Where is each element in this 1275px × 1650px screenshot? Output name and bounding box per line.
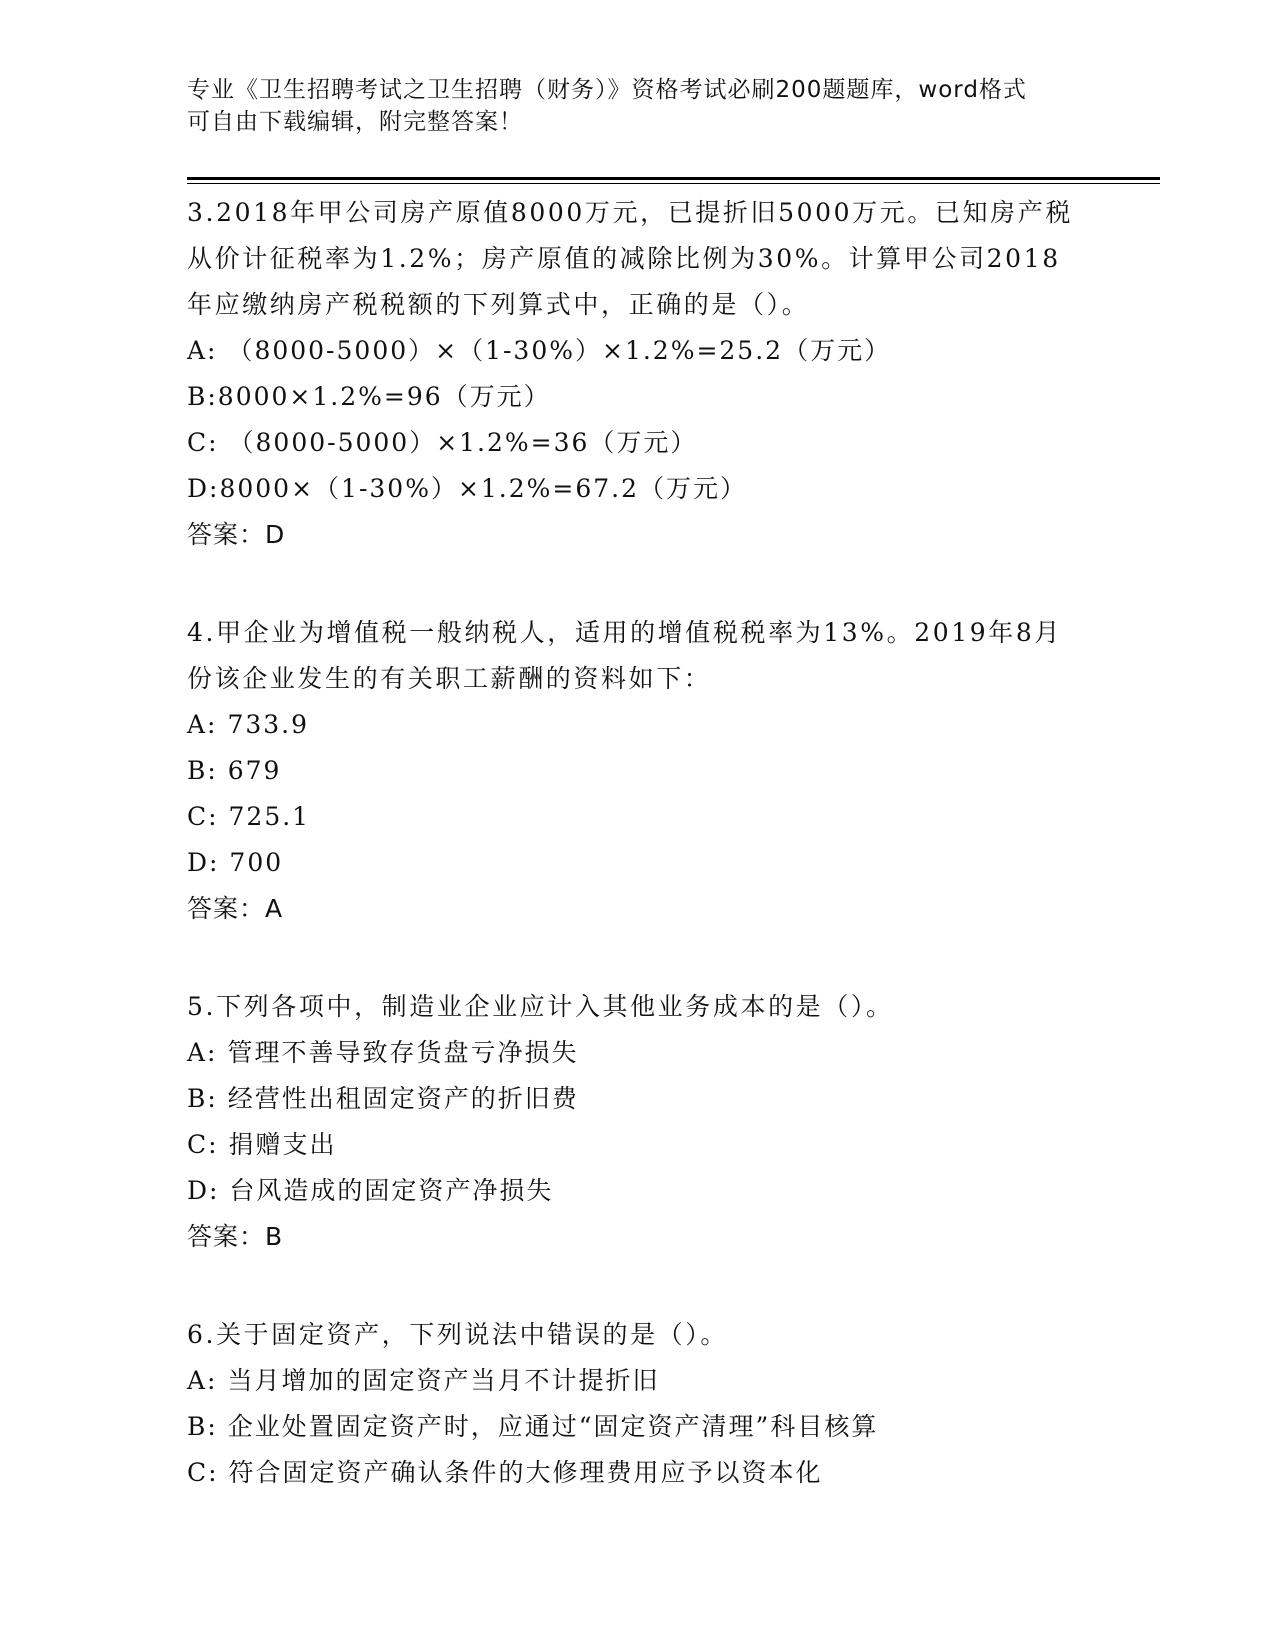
option-c: [187, 1450, 1087, 1496]
option-text: 捐赠支出: [228, 1130, 337, 1159]
option-text: 8000×1.2%=96（万元）: [217, 382, 551, 411]
option-key: D:: [187, 474, 220, 503]
option-c: [187, 794, 1087, 840]
option-text: 733.9: [227, 710, 310, 739]
header-line-2: 可自由下载编辑，附完整答案！: [187, 109, 523, 135]
option-text: 经营性出租固定资产的折旧费: [227, 1084, 579, 1113]
question-list: [187, 190, 1087, 1496]
option-key: B:: [187, 382, 218, 411]
option-b: [187, 1076, 1087, 1122]
question-5: [187, 984, 1087, 1260]
question-number: 5.: [187, 992, 217, 1021]
question-text: [187, 610, 1087, 702]
question-number: 4.: [187, 618, 217, 647]
option-a: [187, 328, 1087, 374]
option-text: 700: [229, 848, 284, 877]
option-key: B:: [187, 756, 218, 785]
option-c: [187, 1122, 1087, 1168]
option-d: [187, 840, 1087, 886]
option-a: [187, 1030, 1087, 1076]
question-stem: 2018年甲公司房产原值8000万元，已提折旧5000万元。已知房产税从价计征税率为1.2%；房产原值的减除比例为30%。计算甲公司2018年应缴纳房产税税额的下列算式中，正确的是（）。: [187, 198, 1073, 319]
question-4: [187, 610, 1087, 932]
option-key: C:: [187, 428, 219, 457]
page-header: [187, 74, 1067, 138]
option-a: [187, 702, 1087, 748]
option-text: 725.1: [228, 802, 311, 831]
option-text: （8000-5000）×（1-30%）×1.2%=25.2（万元）: [227, 336, 892, 365]
option-text: 台风造成的固定资产净损失: [229, 1176, 554, 1205]
answer: 答案：D: [187, 520, 286, 549]
option-key: B:: [187, 1084, 218, 1113]
option-text: 符合固定资产确认条件的大修理费用应予以资本化: [228, 1458, 823, 1487]
question-text: [187, 190, 1087, 328]
option-key: C:: [187, 802, 219, 831]
option-c: [187, 420, 1087, 466]
option-key: A:: [187, 336, 218, 365]
option-b: [187, 748, 1087, 794]
option-key: D:: [187, 1176, 220, 1205]
header-divider-thick: [187, 177, 1160, 180]
option-b: [187, 1404, 1087, 1450]
header-divider-thin: [187, 183, 1160, 184]
option-text: 企业处置固定资产时，应通过“固定资产清理”科目核算: [227, 1412, 879, 1441]
question-number: 6.: [187, 1320, 217, 1349]
question-stem: 下列各项中，制造业企业应计入其他业务成本的是（）。: [216, 992, 894, 1021]
option-d: [187, 466, 1087, 512]
question-3: [187, 190, 1087, 558]
question-number: 3.: [187, 198, 217, 227]
option-key: C:: [187, 1130, 219, 1159]
header-line-1: 专业《卫生招聘考试之卫生招聘（财务）》资格考试必刷200题题库，word格式: [187, 77, 1027, 103]
option-text: 管理不善导致存货盘亏净损失: [227, 1038, 579, 1067]
option-text: 当月增加的固定资产当月不计提折旧: [227, 1366, 660, 1395]
option-text: （8000-5000）×1.2%=36（万元）: [228, 428, 698, 457]
option-key: D:: [187, 848, 220, 877]
option-key: A:: [187, 710, 218, 739]
question-stem: 关于固定资产，下列说法中错误的是（）。: [216, 1320, 728, 1349]
option-key: A:: [187, 1038, 218, 1067]
question-text: [187, 1312, 1087, 1358]
option-b: [187, 374, 1087, 420]
question-text: [187, 984, 1087, 1030]
option-key: A:: [187, 1366, 218, 1395]
option-d: [187, 1168, 1087, 1214]
option-key: C:: [187, 1458, 219, 1487]
answer: 答案：A: [187, 894, 284, 923]
question-stem: 甲企业为增值税一般纳税人，适用的增值税税率为13%。2019年8月份该企业发生的有关职工薪酬的资料如下：: [187, 618, 1062, 693]
answer: 答案：B: [187, 1222, 284, 1251]
option-text: 8000×（1-30%）×1.2%=67.2（万元）: [219, 474, 748, 503]
question-6: [187, 1312, 1087, 1496]
option-a: [187, 1358, 1087, 1404]
option-text: 679: [227, 756, 282, 785]
option-key: B:: [187, 1412, 218, 1441]
